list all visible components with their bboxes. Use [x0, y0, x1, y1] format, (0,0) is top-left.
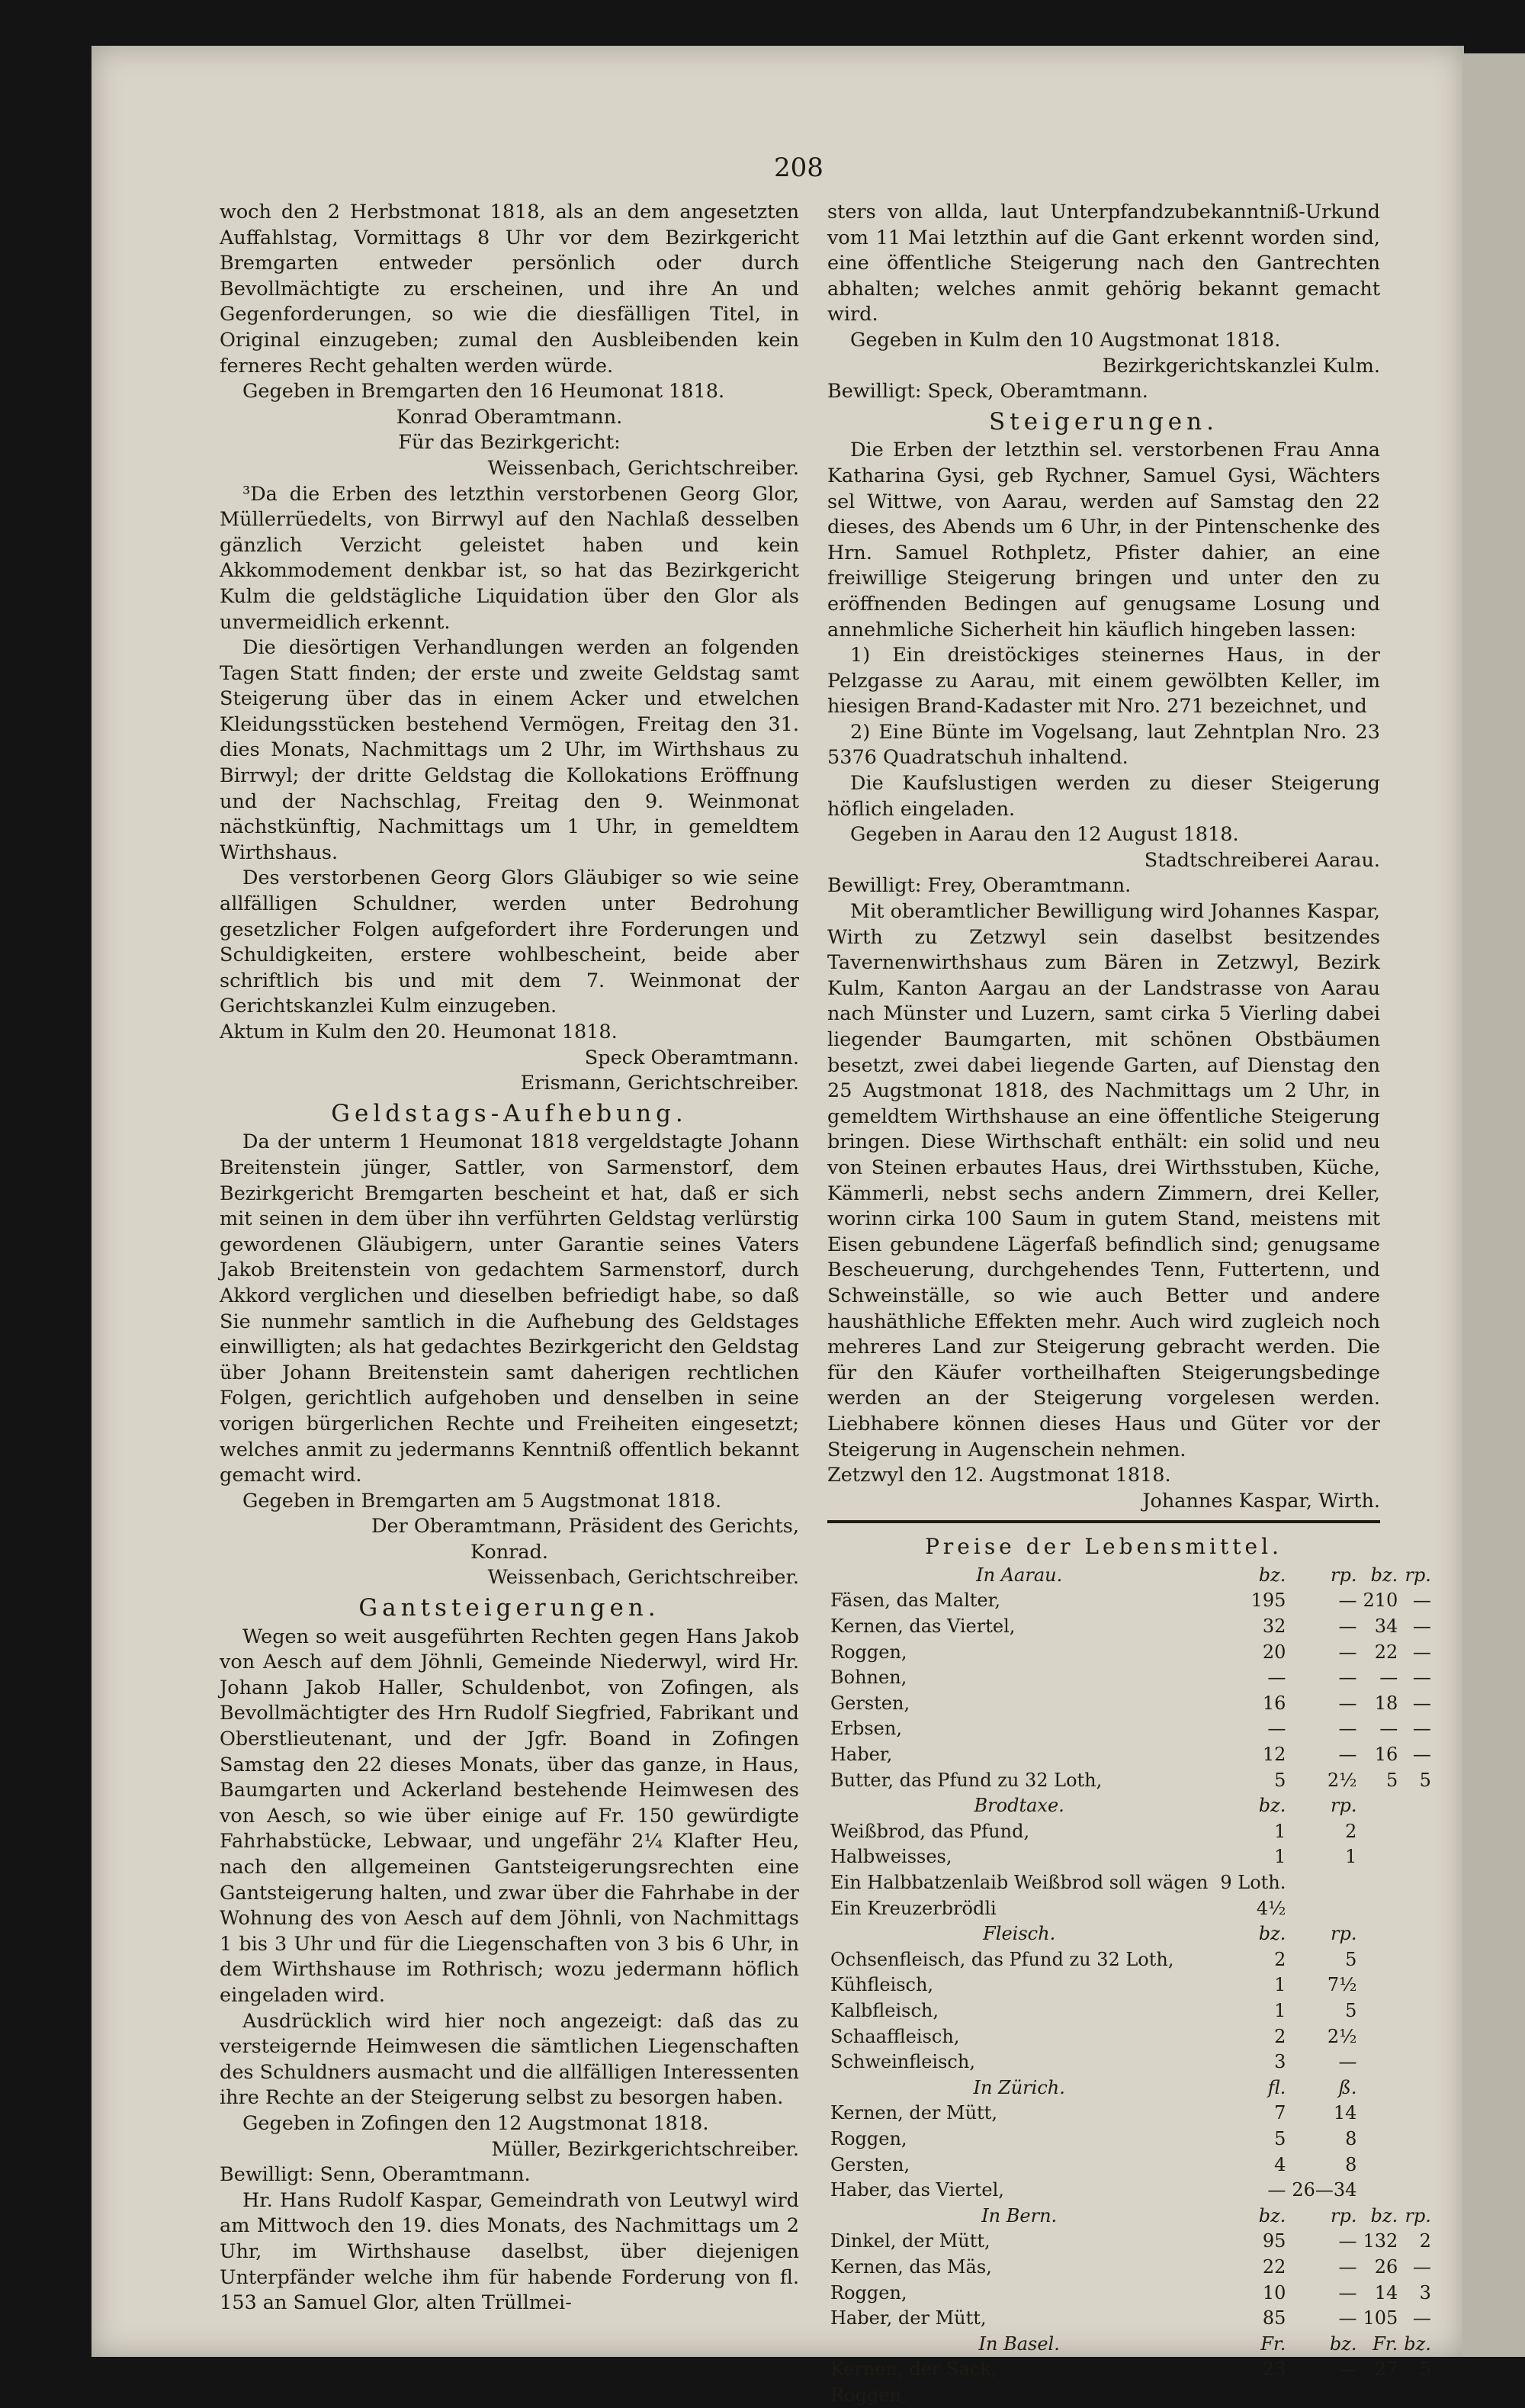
- price-value: 22: [1374, 1641, 1398, 1663]
- notice-date: Zetzwyl den 12. Augstmonat 1818.: [827, 1464, 1171, 1487]
- notice-date: Gegeben in Zofingen den 12 Augstmonat 1818.: [242, 2111, 709, 2135]
- notice-date: Aktum in Kulm den 20. Heumonat 1818.: [220, 1021, 618, 1043]
- price-value: 8: [1345, 2153, 1357, 2175]
- notice-breitenstein-text: Da der unterm 1 Heumonat 1818 vergeldstagte Johann Breitenstein jünger, Sattler, von Sarmenstorf, dem Bezirkgericht Bremgarten bescheint et hat, daß er sich mit seinen in dem über ihn verführten Geldstag verlürstig gewordenen Gläubigern, unter Garantie seines Vaters Jakob Breitenstein von gedachtem Sarmenstorf, durch Akkord verglichen und dieselben befriedigt habe, so daß Sie nunmehr samtlich in die Aufhebung des Geldstages einwilligten; als hat gedachtes Bezirkgericht den Geldstag über Johann Breitenstein samt daherigen rechtlichen Folgen, gerichtlich aufgehoben und denselben in seine vorigen bürgerlichen Rechte und Freiheiten eingesetzt; welches anmit zu jedermanns Kenntniß offentlich bekannt gemacht wird.: [220, 1130, 799, 1487]
- price-value: 1: [1274, 1974, 1286, 1996]
- signature: Stadtschreiberei Aarau.: [1144, 848, 1380, 872]
- price-value: —: [1412, 1718, 1431, 1740]
- price-value: [1360, 1844, 1401, 1870]
- price-row: [827, 2050, 1434, 2075]
- price-value: 95: [1262, 2230, 1286, 2252]
- price-value: [1401, 2101, 1434, 2127]
- notice-aesch-text: Ausdrücklich wird hier noch angezeigt: daß das zu versteigernde Heimwesen die sämtlichen Liegenschaften des Schuldners ausmacht und die allfälligen Interessenten ihre Rechte an der Steigerung selbst zu besorgen haben.: [220, 2009, 799, 2110]
- price-value: —: [1379, 1718, 1398, 1740]
- price-value: —: [1267, 1667, 1286, 1689]
- leader-dots: [1211, 2152, 1217, 2178]
- price-row: [827, 2229, 1434, 2255]
- leader-dots: [1211, 1921, 1217, 1947]
- price-row: [827, 1716, 1434, 1742]
- notice-glor-text: Die diesörtigen Verhandlungen werden an folgenden Tagen Statt finden; der erste und zweite Geldstag samt Steigerung über das in einem Acker und etwelchen Kleidungsstücken bestehend Vermögen, Freitag den 31. dies Monats, Nachmittags um 2 Uhr, im Wirthshaus zu Birrwyl; der dritte Geldstag die Kollokations Eröffnung und der Nachschlag, Freitag den 9. Weinmonat nächstkünftig, Nachmittags um 1 Uhr, in gemeldtem Wirthshaus.: [220, 636, 799, 864]
- price-value: [1360, 1947, 1401, 1973]
- leader-dots: [1211, 2204, 1217, 2230]
- price-label: Roggen,: [830, 1641, 907, 1663]
- price-value: 27: [1374, 2358, 1398, 2381]
- price-value: —: [1338, 2255, 1357, 2278]
- price-row: [827, 2383, 1434, 2408]
- price-value: [1401, 1921, 1434, 1947]
- leader-dots: [1211, 1819, 1217, 1845]
- price-value: rp.: [1330, 1923, 1357, 1945]
- price-label: Kalbfleisch,: [830, 1999, 939, 2021]
- leader-dots: [1211, 1768, 1217, 1794]
- price-label: Gersten,: [830, 2153, 910, 2175]
- price-value: 12: [1262, 1744, 1286, 1766]
- price-value: 2: [1419, 2230, 1431, 2252]
- leader-dots: [1211, 1793, 1217, 1819]
- price-value: 14: [1374, 2281, 1398, 2304]
- price-value: 1: [1274, 1820, 1286, 1842]
- price-label: Dinkel, der Mütt,: [830, 2230, 990, 2252]
- price-value: bz.: [1258, 1795, 1286, 1817]
- price-value: 26—34: [1292, 2179, 1357, 2201]
- price-value: bz.: [1258, 2204, 1286, 2226]
- price-value: —: [1412, 1590, 1431, 1612]
- leader-dots: [1211, 2383, 1217, 2408]
- price-value: 1: [1274, 1846, 1286, 1868]
- price-value: 1: [1345, 1846, 1357, 1868]
- leader-dots: [1211, 1614, 1217, 1640]
- price-value: bz.: [1329, 2332, 1357, 2355]
- price-value: —: [1338, 1667, 1357, 1689]
- price-label: Schweinfleisch,: [830, 2051, 975, 2073]
- price-row: [827, 2101, 1434, 2127]
- signature: Bewilligt: Senn, Oberamtmann.: [220, 2163, 531, 2187]
- price-value: [1401, 1844, 1434, 1870]
- price-label: Halbweisses,: [830, 1846, 952, 1868]
- price-value: bz.: [1370, 1564, 1398, 1586]
- price-value: 22: [1262, 2255, 1286, 2278]
- price-value: 16: [1374, 1744, 1398, 1766]
- price-row: [827, 1870, 1434, 1896]
- price-value: fl.: [1267, 2076, 1286, 2098]
- price-label: Haber,: [830, 1744, 893, 1766]
- signature: Weissenbach, Gerichtschreiber.: [487, 1566, 799, 1590]
- price-table-title: Preise der Lebensmittel.: [925, 1534, 1283, 1560]
- signature: Konrad.: [470, 1540, 548, 1564]
- price-value: 5: [1274, 1769, 1286, 1791]
- price-value: [1401, 2127, 1434, 2152]
- price-subheader-row: [827, 2204, 1434, 2230]
- price-value: 14: [1333, 2102, 1357, 2124]
- price-value: [1401, 1819, 1434, 1845]
- price-row: [827, 1896, 1434, 1922]
- price-value: 2½: [1327, 1769, 1357, 1791]
- price-value: [1401, 1972, 1434, 1998]
- price-row: [827, 1614, 1434, 1640]
- leader-dots: [1211, 1691, 1217, 1717]
- price-value: rp.: [1405, 1564, 1431, 1586]
- price-label: Kühfleisch,: [830, 1974, 934, 1996]
- price-subheader-row: [827, 2075, 1434, 2101]
- price-value: 5: [1274, 2127, 1286, 2149]
- price-value: 16: [1262, 1692, 1286, 1714]
- leader-dots: [1211, 1896, 1217, 1922]
- price-table: [827, 1563, 1434, 2408]
- notice-kaspar-leutwyl-text: Hr. Hans Rudolf Kaspar, Gemeindrath von Leutwyl wird am Mittwoch den 19. dies Monats, des Nachmittags um 2 Uhr, im Wirthshause daselbst, über diejenigen Unterpfänder welche ihm für habende Forderung von fl. 153 an Samuel Glor, alten Trüllmei-: [220, 2188, 799, 2315]
- price-value: —: [1412, 2307, 1431, 2329]
- price-row: [827, 1588, 1434, 1614]
- price-value: 34: [1374, 1616, 1398, 1638]
- notice-gysi-text: Die Kaufslustigen werden zu dieser Steigerung höflich eingeladen.: [827, 772, 1380, 821]
- signature: Weissenbach, Gerichtschreiber.: [487, 456, 799, 480]
- leader-dots: [1211, 1972, 1217, 1998]
- notice-date: Gegeben in Bremgarten am 5 Augstmonat 1818.: [242, 1489, 722, 1513]
- price-value: —: [1338, 2358, 1357, 2381]
- price-value: [1401, 2024, 1434, 2050]
- price-value: 5: [1345, 1948, 1357, 1970]
- price-row: [827, 1742, 1434, 1768]
- price-value: 1: [1274, 1999, 1286, 2021]
- price-value: 20: [1262, 1641, 1286, 1663]
- price-label: Haber, das Viertel,: [830, 2179, 1004, 2201]
- price-value: 132: [1363, 2230, 1398, 2252]
- price-value: [1360, 1793, 1401, 1819]
- price-label: In Basel.: [978, 2332, 1060, 2355]
- price-value: 18: [1374, 1692, 1398, 1714]
- price-value: [1289, 1870, 1360, 1896]
- price-value: 4½: [1256, 1897, 1286, 1919]
- leader-dots: [1211, 1588, 1217, 1614]
- divider: [827, 1520, 1380, 1523]
- notice-date: Gegeben in Kulm den 10 Augstmonat 1818.: [850, 328, 1281, 352]
- price-value: [1360, 2050, 1401, 2075]
- price-value: [1401, 1793, 1434, 1819]
- price-value: 7: [1274, 2102, 1286, 2124]
- price-label: Erbsen,: [830, 1718, 902, 1740]
- notice-date: Gegeben in Bremgarten den 16 Heumonat 1818.: [242, 380, 725, 403]
- leader-dots: [1211, 1742, 1217, 1768]
- notice-date: Gegeben in Aarau den 12 August 1818.: [850, 823, 1239, 847]
- price-label: Butter, das Pfund zu 32 Loth,: [830, 1769, 1103, 1791]
- price-value: [1289, 1896, 1360, 1922]
- price-row: [827, 1768, 1434, 1794]
- price-value: —: [1338, 1641, 1357, 1663]
- price-row: [827, 1972, 1434, 1998]
- price-value: 2: [1274, 2025, 1286, 2047]
- price-value: 7½: [1327, 1974, 1357, 1996]
- price-subheader-row: [827, 2332, 1434, 2358]
- price-value: [1401, 2178, 1434, 2204]
- price-value: —: [1338, 1616, 1357, 1638]
- leader-dots: [1211, 1947, 1217, 1973]
- price-value: 210: [1363, 1590, 1398, 1612]
- price-row: [827, 1819, 1434, 1845]
- price-value: 9 Loth.: [1220, 1872, 1286, 1893]
- leader-dots: [1211, 1665, 1217, 1691]
- price-value: 2: [1345, 1820, 1357, 1842]
- price-value: [1401, 1870, 1434, 1896]
- section-heading-steigerungen: Steigerungen.: [989, 407, 1218, 436]
- price-value: rp.: [1330, 2204, 1357, 2226]
- price-label: Ein Kreuzerbrödli: [830, 1897, 997, 1919]
- signature: Bezirkgerichtskanzlei Kulm.: [1102, 354, 1380, 378]
- signature: Konrad Oberamtmann.: [396, 405, 623, 429]
- right-column: [827, 200, 1431, 2408]
- price-row: [827, 2306, 1434, 2332]
- price-label: Bohnen,: [830, 1667, 907, 1689]
- signature: Der Oberamtmann, Präsident des Gerichts,: [371, 1515, 799, 1538]
- notice-kulm-text: sters von allda, laut Unterpfandzubekanntniß-Urkund vom 11 Mai letzthin auf die Gant erkennt worden sind, eine öffentliche Steigerung nach den Gantrechten abhalten; welches anmit gehörig bekannt gemacht wird.: [827, 201, 1380, 326]
- price-label: In Aarau.: [976, 1564, 1063, 1586]
- price-value: 23: [1262, 2358, 1286, 2381]
- price-row: [827, 2178, 1434, 2204]
- price-value: [1360, 1896, 1401, 1922]
- signature: Erismann, Gerichtschreiber.: [520, 1072, 799, 1095]
- notice-zetzwyl-text: Mit oberamtlicher Bewilligung wird Johannes Kaspar, Wirth zu Zetzwyl sein daselbst besitzendes Tavernenwirthshaus zum Bären in Zetzwyl, Bezirk Kulm, Kanton Aargau an der Landstrasse von Aarau nach Münster und Luzern, samt cirka 5 Vierling dabei liegender Baumgarten, mit schönen Obstbäumen besetzt, zwei dabei liegende Garten, auf Dienstag den 25 Augstmonat 1818, des Nachmittags um 2 Uhr, in gemeldtem Wirthshause an eine öffentliche Steigerung bringen. Diese Wirthschaft enthält: ein solid und neu von Steinen erbautes Haus, drei Wirthsstuben, Küche, Kämmerli, nebst sechs andern Zimmern, drei Keller, worinn cirka 100 Saum in gutem Stand, meistens mit Eisen gebundene Lägerfaß befindlich sind; genugsame Bescheuerung, durchgehendes Tenn, Futtertenn, und Schweinställe, so wie auch Better und andere haushäthliche Effekten mehr. Auch wird zugleich noch mehreres Land zur Steigerung gebracht werden. Die für den Käufer vortheilhaften Steigerungsbedinge werden an der Steigerung vorgelesen werden. Liebhabere können dieses Haus und Güter vor der Steigerung in Augenschein nehmen.: [827, 900, 1380, 1461]
- signature: Für das Bezirkgericht:: [398, 431, 621, 455]
- price-value: [1360, 1819, 1401, 1845]
- price-value: Fr.: [1260, 2332, 1286, 2355]
- leader-dots: [1211, 2075, 1217, 2101]
- price-value: [1360, 2178, 1401, 2204]
- leader-dots: [1211, 2024, 1217, 2050]
- notice-glor-text: Des verstorbenen Georg Glors Gläubiger so wie seine allfälligen Schuldner, werden unter Bedrohung gesetzlicher Folgen aufgefordert ihre Forderungen und Schuldigkeiten, erstere wohlbescheint, beide aber schriftlich bis und mit dem 7. Weinmonat der Gerichtskanzlei Kulm einzugeben.: [220, 866, 799, 1018]
- price-value: —: [1338, 2230, 1357, 2252]
- price-value: —: [1412, 1692, 1431, 1714]
- signature: Müller, Bezirkgerichtschreiber.: [491, 2137, 799, 2161]
- price-label: Kernen, das Viertel,: [830, 1616, 1016, 1638]
- price-row: [827, 2152, 1434, 2178]
- price-value: [1360, 2383, 1401, 2408]
- price-value: [1360, 2101, 1401, 2127]
- price-value: 5: [1345, 1999, 1357, 2021]
- price-row: [827, 1640, 1434, 1666]
- price-value: ß.: [1338, 2076, 1357, 2098]
- price-value: bz.: [1258, 1923, 1286, 1945]
- price-label: Fleisch.: [983, 1923, 1056, 1945]
- price-value: 195: [1250, 1590, 1286, 1612]
- price-value: 10: [1262, 2281, 1286, 2304]
- leader-dots: [1211, 2255, 1217, 2281]
- notice-bremgarten-text: woch den 2 Herbstmonat 1818, als an dem angesetzten Auffahlstag, Vormittags 8 Uhr vor dem Bezirkgericht Bremgarten entweder persönlich oder durch Bevollmächtigte zu erscheinen, und ihre An und Gegenforderungen, so wie die diesfälligen Titel, in Original einzugeben; zumal den Ausbleibenden kein ferneres Recht gehalten werden würde.: [220, 201, 799, 378]
- leader-dots: [1211, 1716, 1217, 1742]
- price-row: [827, 1844, 1434, 1870]
- section-heading-geldstag: Geldstags-Aufhebung.: [331, 1099, 688, 1127]
- price-row: [827, 1947, 1434, 1973]
- price-value: 85: [1262, 2307, 1286, 2329]
- price-value: [1289, 2383, 1360, 2408]
- price-value: —: [1412, 1616, 1431, 1638]
- price-value: rp.: [1405, 2204, 1431, 2226]
- price-value: —: [1338, 1692, 1357, 1714]
- price-value: [1360, 2075, 1401, 2101]
- price-value: [1401, 1947, 1434, 1973]
- price-row: [827, 2255, 1434, 2281]
- price-value: —: [1338, 1744, 1357, 1766]
- price-value: —: [1338, 2281, 1357, 2304]
- leader-dots: [1211, 1844, 1217, 1870]
- price-label: Roggen,: [830, 2281, 907, 2304]
- price-value: 3: [1419, 2281, 1431, 2304]
- price-label: Roggen,: [830, 2384, 907, 2406]
- price-value: [1360, 1870, 1401, 1896]
- price-value: —: [1338, 1590, 1357, 1612]
- price-value: —: [1379, 1667, 1398, 1689]
- leader-dots: [1211, 2101, 1217, 2127]
- signature: Speck Oberamtmann.: [584, 1046, 799, 1069]
- price-label: Schaaffleisch,: [830, 2025, 960, 2047]
- price-label: Gersten,: [830, 1692, 910, 1714]
- price-value: 2: [1274, 1948, 1286, 1970]
- price-label: Kernen, der Sack,: [830, 2358, 997, 2381]
- price-row: [827, 1691, 1434, 1717]
- price-value: [1401, 1896, 1434, 1922]
- leader-dots: [1211, 2178, 1217, 2204]
- price-value: 8: [1345, 2127, 1357, 2149]
- leader-dots: [1211, 2306, 1217, 2332]
- price-value: 26: [1374, 2255, 1398, 2278]
- notice-aesch-text: Wegen so weit ausgeführten Rechten gegen Hans Jakob von Aesch auf dem Jöhnli, Gemeinde Niederwyl, wird Hr. Johann Jakob Haller, Schuldenbot, von Zofingen, als Bevollmächtigter des Hrn Rudolf Siegfried, Fabrikant und Oberstlieutenant, und der Jgfr. Boand in Zofingen Samstag den 22 dieses Monats, über das ganze, in Haus, Baumgarten und Ackerland bestehende Heimwesen des von Aesch, so wie über einige auf Fr. 150 gewürdigte Fahrhabstücke, Lebwaar, und ungefähr 2¼ Klafter Heu, nach den allgemeinen Gantsteigerungsrechten eine Gantsteigerung halten, und zwar über die Fahrhabe in der Wohnung des von Aesch auf dem Jöhnli, von Nachmittags 1 bis 3 Uhr und für die Liegenschaften von 3 bis 6 Uhr, in dem Wirthshause im Rothrisch; wozu jedermann höflich eingeladen wird.: [220, 1625, 799, 2007]
- price-value: [1217, 2383, 1289, 2408]
- price-value: bz.: [1404, 2332, 1431, 2355]
- price-label: Haber, der Mütt,: [830, 2307, 987, 2329]
- leader-dots: [1211, 1998, 1217, 2024]
- price-value: —: [1412, 1744, 1431, 1766]
- price-label: In Bern.: [981, 2204, 1058, 2226]
- notice-gysi-text: Die Erben der letzthin sel. verstorbenen Frau Anna Katharina Gysi, geb Rychner, Samuel Gysi, Wächters sel Wittwe, von Aarau, werden auf Samstag den 22 dieses, des Abends um 6 Uhr, in der Pintenschenke des Hrn. Samuel Rothpletz, Pfister dahier, an eine freiwillige Steigerung bringen und unter den zu eröffnenden Bedingen auf genugsame Losung und annehmliche Sicherheit hin käuflich hingeben lassen:: [827, 439, 1380, 641]
- price-value: [1401, 2383, 1434, 2408]
- price-label: Ein Halbbatzenlaib Weißbrod soll wägen: [830, 1872, 1209, 1893]
- price-value: —: [1267, 1718, 1286, 1740]
- price-value: —: [1412, 2255, 1431, 2278]
- price-value: —: [1338, 2307, 1357, 2329]
- price-row: [827, 1998, 1434, 2024]
- price-value: bz.: [1370, 2204, 1398, 2226]
- price-value: Fr.: [1372, 2332, 1398, 2355]
- price-value: [1401, 1998, 1434, 2024]
- price-label: Weißbrod, das Pfund,: [830, 1820, 1030, 1842]
- price-label: Brodtaxe.: [974, 1795, 1064, 1817]
- price-value: [1360, 1998, 1401, 2024]
- leader-dots: [1211, 1870, 1217, 1896]
- price-value: [1360, 1921, 1401, 1947]
- price-value: 5: [1419, 1769, 1431, 1791]
- section-heading-gant: Gantsteigerungen.: [358, 1594, 660, 1622]
- price-row: [827, 2281, 1434, 2307]
- leader-dots: [1211, 1640, 1217, 1666]
- notice-glor-text: ³Da die Erben des letzthin verstorbenen Georg Glor, Müllerrüedelts, von Birrwyl auf den Nachlaß desselben gänzlich Verzicht geleistet haben und kein Akkommodement denkbar ist, so hat das Bezirkgericht Kulm die geldstägliche Liquidation über den Glor als unvermeidlich erkennt.: [220, 482, 799, 634]
- leader-dots: [1211, 2050, 1217, 2075]
- price-subheader-row: [827, 1793, 1434, 1819]
- next-page-edge: [1462, 53, 1525, 2357]
- price-value: [1360, 1972, 1401, 1998]
- price-row: [827, 1665, 1434, 1691]
- notice-gysi-item: 1) Ein dreistöckiges steinernes Haus, in der Pelzgasse zu Aarau, mit einem gewölbten Keller, im hiesigen Brand-Kadaster mit Nro. 271 bezeichnet, und: [827, 644, 1380, 719]
- price-label: Kernen, das Mäs,: [830, 2255, 992, 2278]
- price-value: 105: [1363, 2307, 1398, 2329]
- price-value: 3: [1274, 2051, 1286, 2073]
- price-value: [1360, 2024, 1401, 2050]
- leader-dots: [1211, 2229, 1217, 2255]
- leader-dots: [1211, 2127, 1217, 2152]
- price-value: —: [1412, 1667, 1431, 1689]
- price-value: 4: [1274, 2153, 1286, 2175]
- price-value: [1360, 2127, 1401, 2152]
- price-value: —: [1267, 2179, 1286, 2201]
- price-row: [827, 2127, 1434, 2152]
- price-value: bz.: [1258, 1564, 1286, 1586]
- price-subheader-row: [827, 1921, 1434, 1947]
- page-number: 208: [774, 153, 824, 183]
- notice-gysi-item: 2) Eine Bünte im Vogelsang, laut Zehntplan Nro. 23 5376 Quadratschuh inhaltend.: [827, 720, 1380, 770]
- price-value: —: [1412, 1641, 1431, 1663]
- price-label: Ochsenfleisch, das Pfund zu 32 Loth,: [830, 1948, 1174, 1970]
- signature: Bewilligt: Frey, Oberamtmann.: [827, 874, 1132, 898]
- price-value: —: [1338, 2051, 1357, 2073]
- price-value: [1401, 2075, 1434, 2101]
- price-row: [827, 2024, 1434, 2050]
- price-label: Kernen, der Mütt,: [830, 2102, 997, 2124]
- price-label: Fäsen, das Malter,: [830, 1590, 1001, 1612]
- leader-dots: [1211, 2332, 1217, 2358]
- price-subheader-row: [827, 1563, 1434, 1589]
- price-value: [1401, 2050, 1434, 2075]
- signature: Johannes Kaspar, Wirth.: [1142, 1489, 1380, 1513]
- price-label: In Zürich.: [973, 2076, 1065, 2098]
- price-value: rp.: [1330, 1564, 1357, 1586]
- price-value: rp.: [1330, 1795, 1357, 1817]
- price-value: [1360, 2152, 1401, 2178]
- price-value: —: [1338, 1718, 1357, 1740]
- price-value: [1401, 2152, 1434, 2178]
- price-value: 5: [1385, 1769, 1398, 1791]
- price-label: Roggen,: [830, 2127, 907, 2149]
- leader-dots: [1211, 2281, 1217, 2307]
- leader-dots: [1211, 1563, 1217, 1589]
- price-value: 32: [1262, 1616, 1286, 1638]
- signature: Bewilligt: Speck, Oberamtmann.: [827, 380, 1148, 403]
- price-value: 5: [1419, 2358, 1431, 2381]
- price-value: 2½: [1327, 2025, 1357, 2047]
- left-column: [220, 200, 799, 2316]
